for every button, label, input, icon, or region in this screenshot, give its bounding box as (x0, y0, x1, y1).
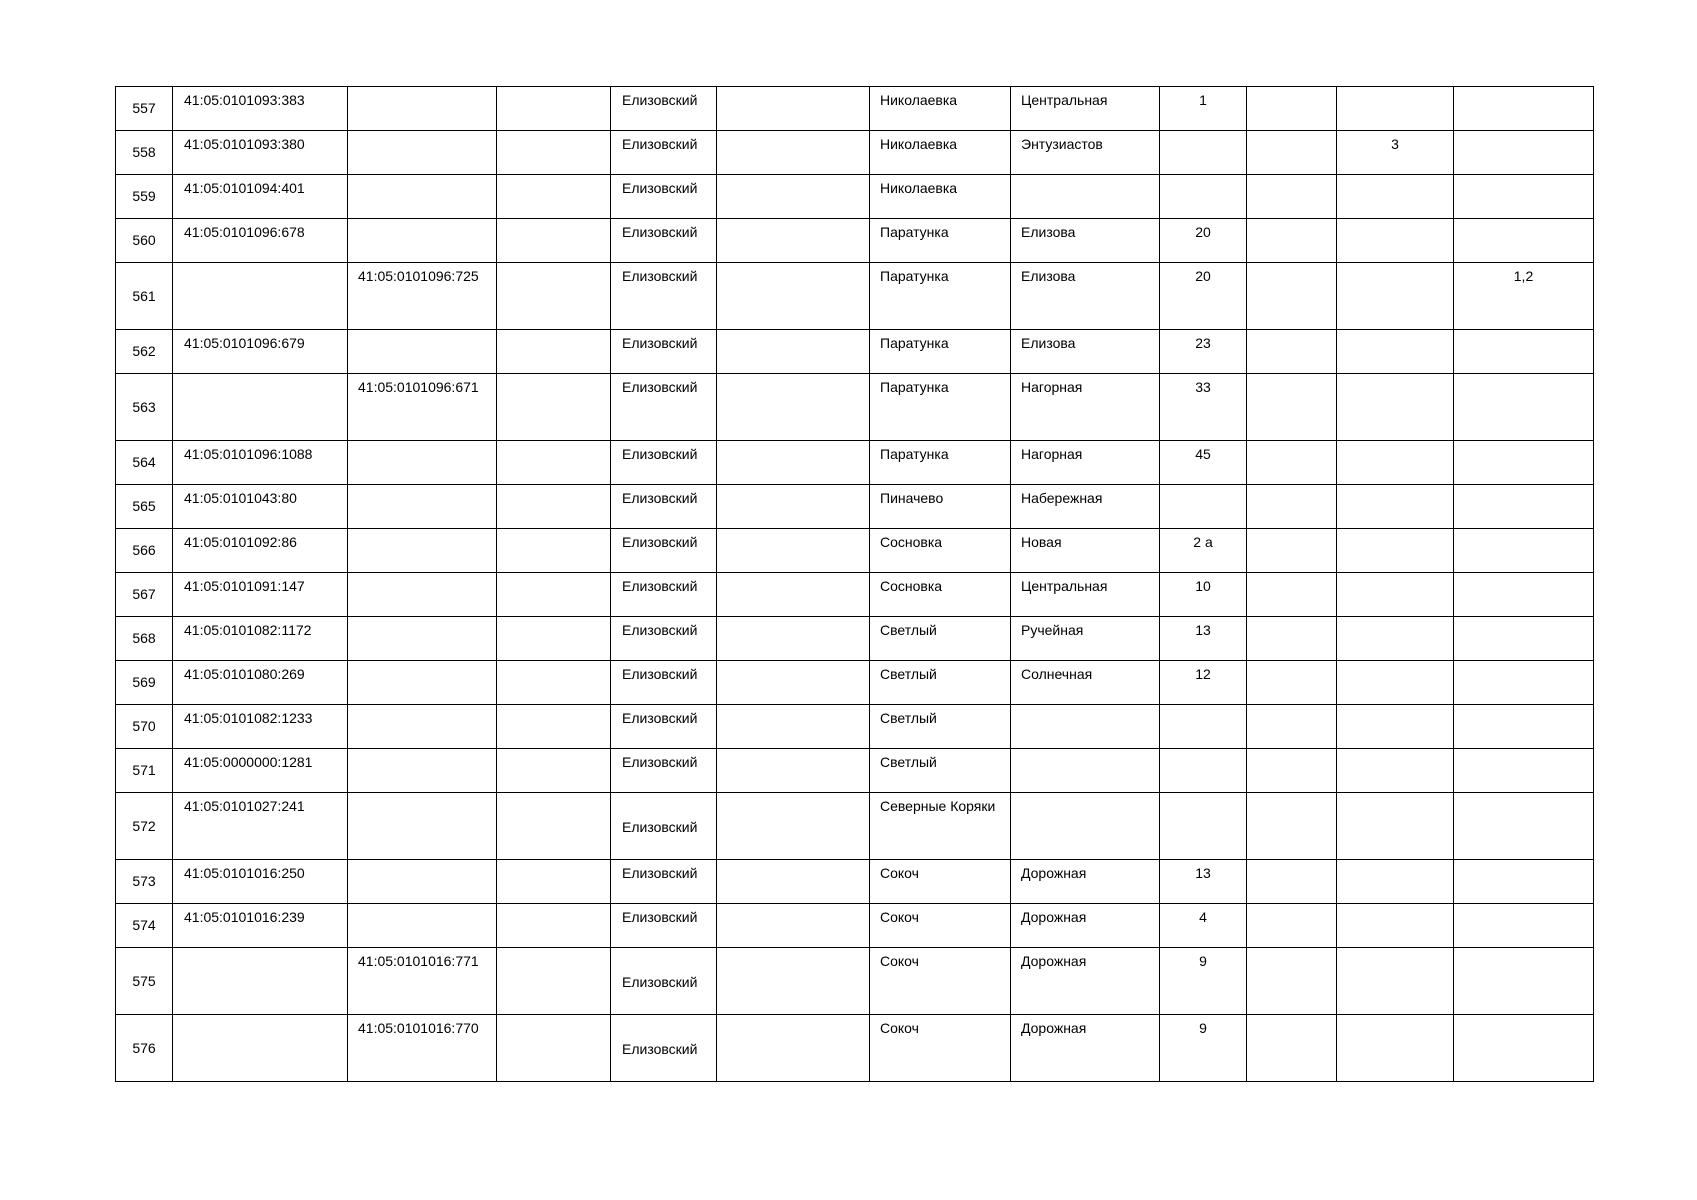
blank-cell (1247, 374, 1337, 441)
blank-cell (1247, 131, 1337, 175)
row-number: 565 (116, 485, 173, 529)
table-row (116, 485, 1594, 529)
cadastral-number-cell: 41:05:0101092:86 (173, 529, 348, 573)
street-cell: Набережная (1011, 485, 1160, 529)
locality-cell: Светлый (870, 749, 1011, 793)
apartment-cell (1454, 374, 1594, 441)
row-number: 560 (116, 219, 173, 263)
blank-cell (1247, 441, 1337, 485)
blank-cell (497, 485, 611, 529)
building-cadastral-cell (348, 330, 497, 374)
building-number-cell (1337, 441, 1454, 485)
house-number-cell: 33 (1160, 374, 1247, 441)
locality-cell: Сокоч (870, 904, 1011, 948)
house-number-cell (1160, 793, 1247, 860)
table-row (116, 219, 1594, 263)
table-row (116, 948, 1594, 1015)
apartment-cell (1454, 175, 1594, 219)
house-number-cell (1160, 131, 1247, 175)
building-number-cell (1337, 1015, 1454, 1082)
table-body (116, 87, 1594, 1082)
building-number-cell (1337, 793, 1454, 860)
blank-cell (1247, 87, 1337, 131)
row-number: 563 (116, 374, 173, 441)
blank-cell (717, 529, 870, 573)
apartment-cell (1454, 573, 1594, 617)
building-number-cell (1337, 485, 1454, 529)
blank-cell (497, 374, 611, 441)
blank-cell (497, 948, 611, 1015)
blank-cell (717, 617, 870, 661)
blank-cell (1247, 219, 1337, 263)
blank-cell (717, 860, 870, 904)
district-cell: Елизовский (611, 529, 717, 573)
blank-cell (717, 661, 870, 705)
street-cell: Елизова (1011, 219, 1160, 263)
building-cadastral-cell (348, 749, 497, 793)
apartment-cell (1454, 904, 1594, 948)
district-cell: Елизовский (611, 441, 717, 485)
blank-cell (1247, 529, 1337, 573)
building-number-cell (1337, 573, 1454, 617)
house-number-cell: 20 (1160, 263, 1247, 330)
row-number: 572 (116, 793, 173, 860)
district-cell: Елизовский (611, 330, 717, 374)
cadastral-number-cell: 41:05:0101016:239 (173, 904, 348, 948)
apartment-cell (1454, 793, 1594, 860)
table-row (116, 573, 1594, 617)
cadastral-number-cell: 41:05:0101096:679 (173, 330, 348, 374)
blank-cell (717, 330, 870, 374)
apartment-cell (1454, 219, 1594, 263)
row-number: 566 (116, 529, 173, 573)
table-row (116, 1015, 1594, 1082)
street-cell: Центральная (1011, 87, 1160, 131)
building-cadastral-cell (348, 904, 497, 948)
building-cadastral-cell (348, 87, 497, 131)
district-cell: Елизовский (611, 1015, 717, 1082)
cadastral-number-cell: 41:05:0101082:1233 (173, 705, 348, 749)
district-cell: Елизовский (611, 749, 717, 793)
building-number-cell (1337, 330, 1454, 374)
blank-cell (1247, 904, 1337, 948)
district-cell: Елизовский (611, 263, 717, 330)
locality-cell: Николаевка (870, 131, 1011, 175)
cadastral-number-cell (173, 1015, 348, 1082)
street-cell: Елизова (1011, 330, 1160, 374)
street-cell: Солнечная (1011, 661, 1160, 705)
locality-cell: Светлый (870, 617, 1011, 661)
row-number: 558 (116, 131, 173, 175)
building-number-cell (1337, 175, 1454, 219)
district-cell: Елизовский (611, 793, 717, 860)
building-cadastral-cell (348, 131, 497, 175)
blank-cell (1247, 948, 1337, 1015)
locality-cell: Сосновка (870, 573, 1011, 617)
apartment-cell: 1,2 (1454, 263, 1594, 330)
house-number-cell: 12 (1160, 661, 1247, 705)
house-number-cell: 45 (1160, 441, 1247, 485)
apartment-cell (1454, 485, 1594, 529)
building-cadastral-cell (348, 705, 497, 749)
building-number-cell (1337, 219, 1454, 263)
table-row (116, 263, 1594, 330)
blank-cell (717, 219, 870, 263)
cadastral-number-cell: 41:05:0101094:401 (173, 175, 348, 219)
blank-cell (717, 87, 870, 131)
table-row (116, 529, 1594, 573)
house-number-cell: 4 (1160, 904, 1247, 948)
apartment-cell (1454, 529, 1594, 573)
apartment-cell (1454, 87, 1594, 131)
row-number: 561 (116, 263, 173, 330)
locality-cell: Сосновка (870, 529, 1011, 573)
cadastral-number-cell (173, 263, 348, 330)
house-number-cell: 13 (1160, 617, 1247, 661)
apartment-cell (1454, 1015, 1594, 1082)
table-row (116, 661, 1594, 705)
building-number-cell (1337, 374, 1454, 441)
street-cell (1011, 749, 1160, 793)
house-number-cell (1160, 705, 1247, 749)
cadastral-number-cell: 41:05:0101043:80 (173, 485, 348, 529)
building-cadastral-cell (348, 441, 497, 485)
building-number-cell (1337, 860, 1454, 904)
cadastral-number-cell: 41:05:0101082:1172 (173, 617, 348, 661)
district-cell: Елизовский (611, 661, 717, 705)
locality-cell: Сокоч (870, 948, 1011, 1015)
building-number-cell (1337, 904, 1454, 948)
blank-cell (497, 330, 611, 374)
building-cadastral-cell (348, 617, 497, 661)
cadastral-number-cell: 41:05:0101080:269 (173, 661, 348, 705)
district-cell: Елизовский (611, 175, 717, 219)
blank-cell (717, 749, 870, 793)
building-cadastral-cell: 41:05:0101096:671 (348, 374, 497, 441)
blank-cell (717, 705, 870, 749)
blank-cell (1247, 860, 1337, 904)
street-cell (1011, 705, 1160, 749)
blank-cell (717, 485, 870, 529)
locality-cell: Сокоч (870, 860, 1011, 904)
blank-cell (497, 175, 611, 219)
building-number-cell (1337, 948, 1454, 1015)
building-cadastral-cell (348, 860, 497, 904)
house-number-cell: 9 (1160, 1015, 1247, 1082)
cadastral-number-cell: 41:05:0101093:383 (173, 87, 348, 131)
blank-cell (497, 749, 611, 793)
street-cell (1011, 793, 1160, 860)
blank-cell (497, 131, 611, 175)
building-cadastral-cell (348, 485, 497, 529)
blank-cell (1247, 705, 1337, 749)
row-number: 559 (116, 175, 173, 219)
blank-cell (717, 175, 870, 219)
blank-cell (1247, 330, 1337, 374)
apartment-cell (1454, 705, 1594, 749)
row-number: 575 (116, 948, 173, 1015)
cadastral-number-cell: 41:05:0101096:678 (173, 219, 348, 263)
building-number-cell (1337, 749, 1454, 793)
row-number: 576 (116, 1015, 173, 1082)
registry-table (115, 86, 1594, 1082)
blank-cell (1247, 263, 1337, 330)
blank-cell (717, 948, 870, 1015)
row-number: 568 (116, 617, 173, 661)
table-row (116, 705, 1594, 749)
blank-cell (717, 573, 870, 617)
table-row (116, 374, 1594, 441)
table-row (116, 749, 1594, 793)
apartment-cell (1454, 441, 1594, 485)
blank-cell (717, 904, 870, 948)
row-number: 573 (116, 860, 173, 904)
house-number-cell: 20 (1160, 219, 1247, 263)
table-row (116, 441, 1594, 485)
table-row (116, 175, 1594, 219)
blank-cell (497, 219, 611, 263)
building-number-cell (1337, 617, 1454, 661)
district-cell: Елизовский (611, 948, 717, 1015)
blank-cell (1247, 749, 1337, 793)
street-cell: Дорожная (1011, 1015, 1160, 1082)
locality-cell: Светлый (870, 661, 1011, 705)
apartment-cell (1454, 131, 1594, 175)
row-number: 562 (116, 330, 173, 374)
house-number-cell: 2 а (1160, 529, 1247, 573)
apartment-cell (1454, 330, 1594, 374)
row-number: 574 (116, 904, 173, 948)
row-number: 571 (116, 749, 173, 793)
street-cell: Дорожная (1011, 904, 1160, 948)
street-cell (1011, 175, 1160, 219)
blank-cell (497, 661, 611, 705)
table-row (116, 87, 1594, 131)
apartment-cell (1454, 948, 1594, 1015)
blank-cell (1247, 661, 1337, 705)
table-row (116, 860, 1594, 904)
locality-cell: Северные Коряки (870, 793, 1011, 860)
building-number-cell (1337, 529, 1454, 573)
locality-cell: Паратунка (870, 219, 1011, 263)
blank-cell (497, 263, 611, 330)
cadastral-number-cell: 41:05:0101016:250 (173, 860, 348, 904)
locality-cell: Паратунка (870, 441, 1011, 485)
blank-cell (497, 573, 611, 617)
locality-cell: Паратунка (870, 263, 1011, 330)
locality-cell: Светлый (870, 705, 1011, 749)
building-cadastral-cell (348, 219, 497, 263)
blank-cell (497, 87, 611, 131)
building-number-cell (1337, 705, 1454, 749)
table-row (116, 904, 1594, 948)
cadastral-number-cell: 41:05:0101091:147 (173, 573, 348, 617)
locality-cell: Паратунка (870, 330, 1011, 374)
blank-cell (497, 617, 611, 661)
street-cell: Дорожная (1011, 948, 1160, 1015)
house-number-cell (1160, 485, 1247, 529)
house-number-cell: 9 (1160, 948, 1247, 1015)
row-number: 564 (116, 441, 173, 485)
district-cell: Елизовский (611, 131, 717, 175)
locality-cell: Пиначево (870, 485, 1011, 529)
row-number: 557 (116, 87, 173, 131)
building-cadastral-cell (348, 175, 497, 219)
blank-cell (497, 904, 611, 948)
apartment-cell (1454, 617, 1594, 661)
blank-cell (1247, 1015, 1337, 1082)
district-cell: Елизовский (611, 617, 717, 661)
row-number: 569 (116, 661, 173, 705)
house-number-cell (1160, 175, 1247, 219)
blank-cell (497, 529, 611, 573)
building-cadastral-cell (348, 573, 497, 617)
blank-cell (717, 131, 870, 175)
cadastral-number-cell (173, 374, 348, 441)
building-number-cell: 3 (1337, 131, 1454, 175)
blank-cell (1247, 175, 1337, 219)
blank-cell (497, 860, 611, 904)
blank-cell (717, 374, 870, 441)
locality-cell: Паратунка (870, 374, 1011, 441)
apartment-cell (1454, 749, 1594, 793)
street-cell: Нагорная (1011, 441, 1160, 485)
blank-cell (1247, 793, 1337, 860)
house-number-cell (1160, 749, 1247, 793)
table-row (116, 617, 1594, 661)
house-number-cell: 10 (1160, 573, 1247, 617)
building-cadastral-cell: 41:05:0101016:771 (348, 948, 497, 1015)
blank-cell (717, 1015, 870, 1082)
blank-cell (1247, 485, 1337, 529)
cadastral-number-cell: 41:05:0101027:241 (173, 793, 348, 860)
blank-cell (1247, 573, 1337, 617)
blank-cell (717, 793, 870, 860)
district-cell: Елизовский (611, 485, 717, 529)
street-cell: Ручейная (1011, 617, 1160, 661)
street-cell: Дорожная (1011, 860, 1160, 904)
street-cell: Центральная (1011, 573, 1160, 617)
building-number-cell (1337, 263, 1454, 330)
row-number: 567 (116, 573, 173, 617)
house-number-cell: 13 (1160, 860, 1247, 904)
blank-cell (717, 441, 870, 485)
row-number: 570 (116, 705, 173, 749)
building-number-cell (1337, 661, 1454, 705)
locality-cell: Сокоч (870, 1015, 1011, 1082)
apartment-cell (1454, 860, 1594, 904)
district-cell: Елизовский (611, 87, 717, 131)
blank-cell (497, 1015, 611, 1082)
district-cell: Елизовский (611, 573, 717, 617)
building-cadastral-cell (348, 793, 497, 860)
house-number-cell: 23 (1160, 330, 1247, 374)
cadastral-number-cell: 41:05:0101096:1088 (173, 441, 348, 485)
building-cadastral-cell (348, 529, 497, 573)
cadastral-number-cell: 41:05:0000000:1281 (173, 749, 348, 793)
blank-cell (497, 793, 611, 860)
building-cadastral-cell (348, 661, 497, 705)
street-cell: Энтузиастов (1011, 131, 1160, 175)
district-cell: Елизовский (611, 904, 717, 948)
district-cell: Елизовский (611, 860, 717, 904)
district-cell: Елизовский (611, 219, 717, 263)
building-cadastral-cell: 41:05:0101016:770 (348, 1015, 497, 1082)
locality-cell: Николаевка (870, 175, 1011, 219)
table-row (116, 131, 1594, 175)
locality-cell: Николаевка (870, 87, 1011, 131)
table-row (116, 793, 1594, 860)
blank-cell (497, 441, 611, 485)
blank-cell (717, 263, 870, 330)
apartment-cell (1454, 661, 1594, 705)
building-number-cell (1337, 87, 1454, 131)
cadastral-number-cell (173, 948, 348, 1015)
district-cell: Елизовский (611, 705, 717, 749)
blank-cell (1247, 617, 1337, 661)
district-cell: Елизовский (611, 374, 717, 441)
cadastral-number-cell: 41:05:0101093:380 (173, 131, 348, 175)
house-number-cell: 1 (1160, 87, 1247, 131)
table-row (116, 330, 1594, 374)
street-cell: Нагорная (1011, 374, 1160, 441)
street-cell: Елизова (1011, 263, 1160, 330)
street-cell: Новая (1011, 529, 1160, 573)
blank-cell (497, 705, 611, 749)
building-cadastral-cell: 41:05:0101096:725 (348, 263, 497, 330)
